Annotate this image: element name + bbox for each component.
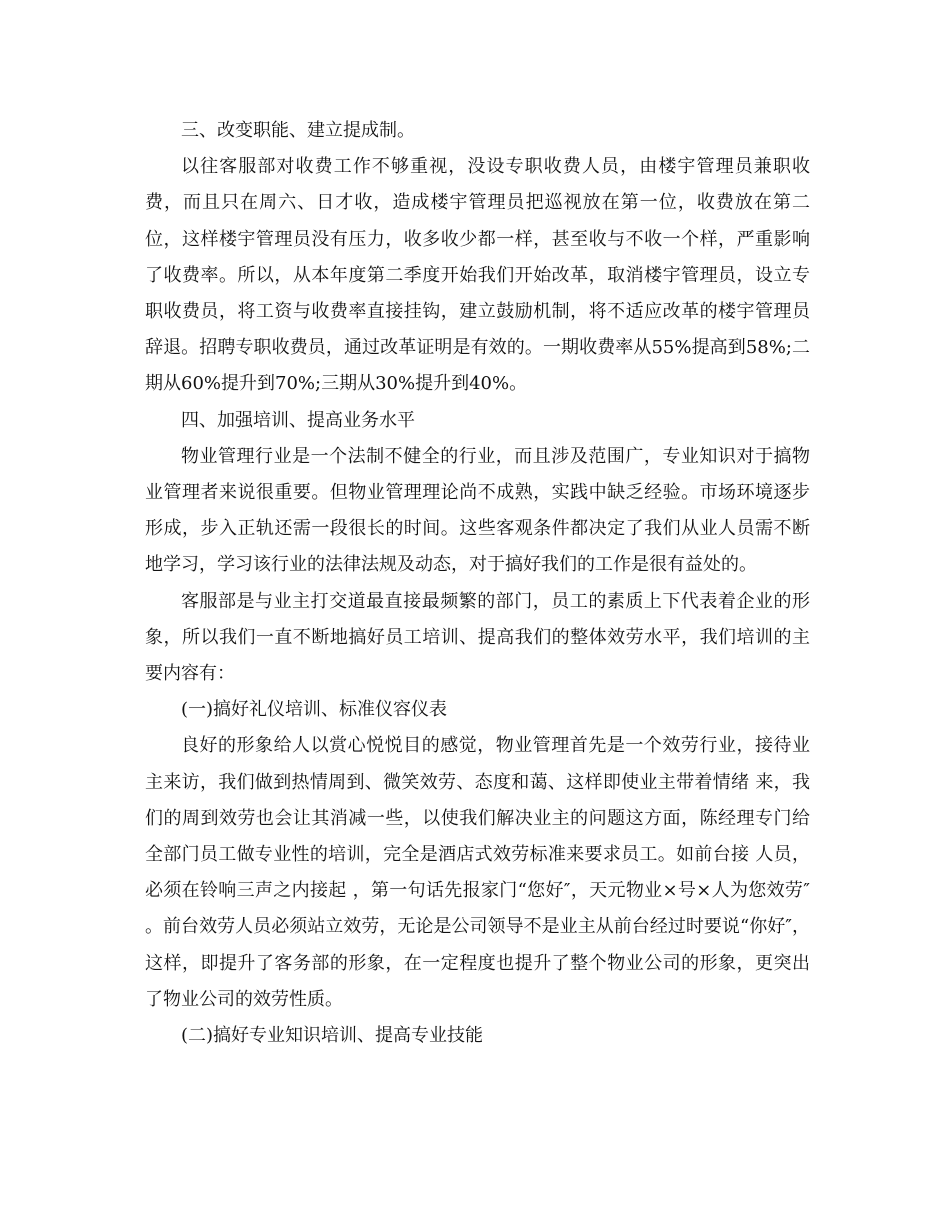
paragraph-industry-learning: 物业管理行业是一个法制不健全的行业，而且涉及范围广，专业知识对于搞物业管理者来说很重要。但物业管理理论尚不成熟，实践中缺乏经验。市场环境逐步形成，步入正轨还需一段很长的时间。这些客观条件都决定了我们从业人员需不断地学习，学习该行业的法律法规及动态，对于搞好我们的工作是很有益处的。 [145,445,810,576]
section-heading-4: 四、加强培训、提高业务水平 [181,409,415,431]
paragraph-fee-reform: 以往客服部对收费工作不够重视，没设专职收费人员，由楼宇管理员兼职收费，而且只在周六、日才收，造成楼宇管理员把巡视放在第一位，收费放在第二位，这样楼宇管理员没有压力，收多收少都一样，甚至收与不收一个样，严重影响了收费率。所以，从本年度第二季度开始我们开始改革，取消楼宇管理员，设立专职收费员，将工资与收费率直接挂钩，建立鼓励机制，将不适应改革的楼宇管理员辞退。招聘专职收费员，通过改革证明是有效的。一期收费率从55%提高到58%;二期从60%提升到70%;三期从30%提升到40%。 [145,156,810,395]
subsection-heading-2: (二)搞好专业知识培训、提高专业技能 [181,1025,484,1047]
subsection-heading-1: (一)搞好礼仪培训、标准仪容仪表 [181,699,448,721]
paragraph-etiquette-training: 良好的形象给人以赏心悦悦目的感觉，物业管理首先是一个效劳行业，接待业主来访，我们做到热情周到、微笑效劳、态度和蔼、这样即使业主带着情绪 来，我们的周到效劳也会让其消减一些，以使我们解决业主的问题这方面，陈经理专门给全部门员工做专业性的培训，完全是酒店式效劳标准来要求员工。如前台接 人员，必须在铃响三声之内接起 ，第一句话先报家门“您好″，天元物业×号×人为您效劳″ 。前台效劳人员必须站立效劳，无论是公司领导不是业主从前台经过时要说“你好″，这样，即提升了客务部的形象，在一定程度也提升了整个物业公司的形象，更突出了物业公司的效劳性质。 [145,735,811,1010]
paragraph-customer-service-training: 客服部是与业主打交道最直接最频繁的部门，员工的素质上下代表着企业的形象，所以我们一直不断地搞好员工培训、提高我们的整体效劳水平，我们培训的主要内容有： [145,590,810,685]
document-body [145,113,810,1054]
section-heading-3: 三、改变职能、建立提成制。 [181,120,415,141]
